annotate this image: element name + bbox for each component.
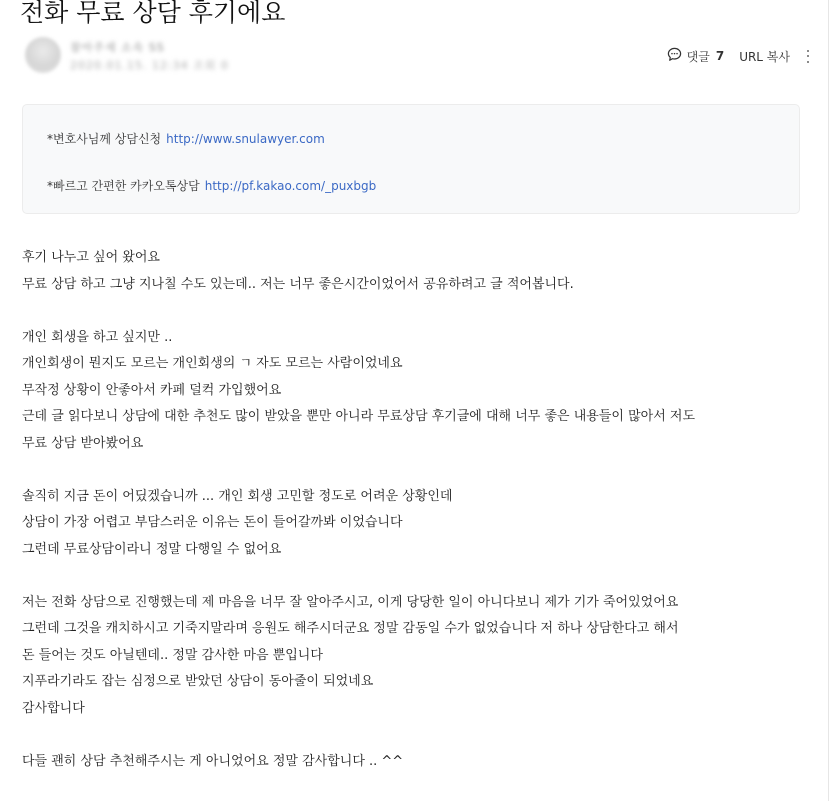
- body-line: 근데 글 읽다보니 상담에 대한 추천도 많이 받았을 뿐만 아니라 무료상담 후기글에 대해 너무 좋은 내용들이 많아서 저도: [22, 409, 696, 424]
- body-line: 저는 전화 상담으로 진행했는데 제 마음을 너무 잘 알아주시고, 이게 당당한 일이 아니다보니 제가 기가 죽어있었어요: [22, 594, 679, 610]
- body-line: 무료 상담 받아봤어요: [22, 435, 144, 451]
- body-line: 무작정 상황이 안좋아서 카페 덜컥 가입했어요: [22, 382, 282, 398]
- notice-box: [22, 104, 800, 214]
- post-title: 전화 무료 상담 후기에요: [20, 0, 286, 27]
- body-line: 그런데 무료상담이라니 정말 다행일 수 없어요: [22, 541, 282, 557]
- body-line: 무료 상담 하고 그냥 지나칠 수도 있는데.. 저는 너무 좋은시간이었어서 공유하려고 글 적어봅니다.: [22, 276, 574, 292]
- body-line: 솔직히 지금 돈이 어딨겠습니까 ... 개인 회생 고민할 정도로 어려운 상황인데: [22, 488, 453, 504]
- body-line: 개인회생이 뭔지도 모르는 개인회생의 ㄱ 자도 모르는 사람이었네요: [22, 356, 403, 371]
- body-line: 다들 괜히 상담 추천해주시는 게 아니었어요 정말 감사합니다 .. ^^: [22, 753, 404, 769]
- snulawyer-link[interactable]: http://www.snulawyer.com: [166, 132, 325, 146]
- notice-line-kakao: [47, 177, 376, 194]
- more-options-icon[interactable]: [804, 50, 812, 63]
- avatar[interactable]: [25, 37, 61, 73]
- comment-button[interactable]: [667, 47, 725, 65]
- paragraph-gap: [22, 298, 812, 325]
- body-line: 개인 회생을 하고 싶지만 ..: [22, 329, 173, 345]
- body-line: 감사합니다: [22, 700, 85, 716]
- post-body: [22, 245, 812, 775]
- kakao-link[interactable]: http://pf.kakao.com/_puxbgb: [204, 179, 377, 193]
- body-line: 돈 들어는 것도 아닐텐데.. 정말 감사한 마음 뿐입니다: [22, 647, 323, 663]
- post-meta: 2020.01.15. 12:34 조회 0: [70, 59, 229, 72]
- body-line: 지푸라기라도 잡는 심정으로 받았던 상담이 동아줄이 되었네요: [22, 674, 374, 689]
- paragraph-gap: [22, 563, 812, 590]
- notice-text: *변호사님께 상담신청: [47, 132, 162, 146]
- notice-line-consult: [47, 130, 325, 147]
- paragraph-gap: [22, 722, 812, 749]
- comment-count: 7: [715, 49, 725, 63]
- paragraph-gap: [22, 457, 812, 484]
- window-edge: [828, 0, 829, 801]
- notice-text: *빠르고 간편한 카카오톡상담: [47, 179, 200, 193]
- body-line: 그런데 그것을 캐치하시고 기죽지말라며 응원도 해주시더군요 정말 감동일 수가 없었습니다 저 하나 상담한다고 해서: [22, 621, 679, 636]
- body-line: 후기 나누고 싶어 왔어요: [22, 250, 160, 265]
- author-name[interactable]: 참아주세 소속 SS: [70, 41, 165, 54]
- comment-label: 댓글: [686, 49, 710, 64]
- body-line: 상담이 가장 어렵고 부담스러운 이유는 돈이 들어갈까봐 이었습니다: [22, 515, 403, 530]
- post-actions: [667, 46, 812, 66]
- author-row: [22, 34, 812, 78]
- comment-icon: [667, 47, 687, 65]
- url-copy-button[interactable]: URL 복사: [739, 49, 790, 64]
